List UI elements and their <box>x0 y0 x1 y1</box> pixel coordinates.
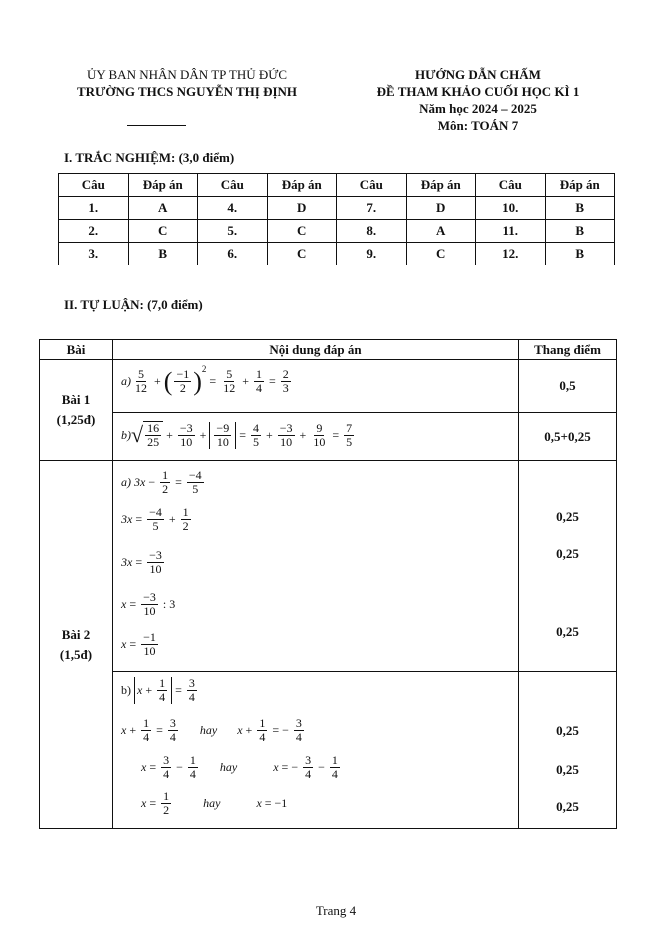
table-row <box>59 220 615 243</box>
score-value: 0,25 <box>556 624 579 639</box>
score-value: 0,25 <box>556 799 579 814</box>
fraction: $\frac{7}{5}$ <box>346 420 353 449</box>
header-divider <box>127 125 186 126</box>
bai1b-content <box>113 413 519 461</box>
section2-title: II. TỰ LUẬN: (7,0 điểm) <box>64 297 203 312</box>
bai2b-content <box>113 672 519 829</box>
fraction: $\frac{-1}{2}$ <box>176 367 190 395</box>
bai2-row-a <box>40 461 617 672</box>
col-q: Câu <box>198 174 268 197</box>
score-value: 0,25 <box>556 509 579 524</box>
doc-subtitle: ĐỀ THAM KHẢO CUỐI HỌC KÌ 1 <box>376 84 580 99</box>
bai1-row-a <box>40 360 617 413</box>
part-label: b) <box>121 427 131 442</box>
question-number: 9. <box>337 243 407 266</box>
answer-table <box>58 173 615 265</box>
bai2a-content <box>113 461 519 672</box>
fraction: $\frac{-3}{10}$ <box>179 420 193 449</box>
col-content: Nội dung đáp án <box>113 340 519 360</box>
bai1-label <box>40 360 113 461</box>
bai2b-line3: x = $\frac{3}{4}$ − $\frac{1}{4}$ hay x = − $\frac{3}{4}$ − $\frac{1}{4}$ <box>141 753 338 781</box>
score-value: 0,25 <box>556 546 579 561</box>
or-word: hay <box>199 723 218 737</box>
doc-title: HƯỚNG DẪN CHẤM <box>415 67 541 82</box>
question-number: 7. <box>337 197 407 220</box>
bai2a-line5: x = $\frac{-1}{10}$ <box>121 630 156 658</box>
essay-table <box>39 339 617 829</box>
bai2-name: Bài 2 <box>61 626 91 642</box>
bai2a-line1: a) 3x − $\frac{1}{2}$ = $\frac{-4}{5}$ <box>121 468 202 496</box>
answer-header-row <box>59 174 615 197</box>
bai2a-scores <box>519 461 617 672</box>
answer-letter: C <box>267 243 337 266</box>
subject: Môn: TOÁN 7 <box>437 118 519 133</box>
question-number: 10. <box>476 197 546 220</box>
bai1-row-b <box>40 413 617 461</box>
fraction: $\frac{9}{10}$ <box>313 420 326 449</box>
answer-letter: D <box>406 197 476 220</box>
bai2b-scores <box>519 672 617 829</box>
bai2-row-b <box>40 672 617 829</box>
col-a: Đáp án <box>267 174 337 197</box>
school-name: TRƯỜNG THCS NGUYỄN THỊ ĐỊNH <box>76 84 298 99</box>
answer-letter: C <box>267 220 337 243</box>
essay-header-row <box>40 340 617 360</box>
col-q: Câu <box>476 174 546 197</box>
fraction: $\frac{2}{3}$ <box>282 367 289 395</box>
page-number: Trang 4 <box>315 903 357 918</box>
bai1b-equation: b) √ $\frac{16}{25}$ + $\frac{-3}{10}$ + $\frac{-9}{10}$ = $\frac{4}{5}$ + $\frac{-3}{10}$ + $\frac{9}{10}$ = $\frac{7}{5}$ <box>121 420 353 449</box>
absolute-value: x + $\frac{1}{4}$ <box>134 677 172 704</box>
fraction: $\frac{5}{12}$ <box>135 367 147 395</box>
answer-letter: C <box>128 220 198 243</box>
or-word: hay <box>203 796 221 810</box>
col-a: Đáp án <box>406 174 476 197</box>
bai1a-equation: a) $\frac{5}{12}$ + ( $\frac{-1}{2}$ ) 2 = $\frac{5}{12}$ + $\frac{1}{4}$ = $\frac{2}{3}$ <box>121 364 289 396</box>
bai2b-line1: b) x + $\frac{1}{4}$ = $\frac{3}{4}$ <box>121 676 195 704</box>
answer-letter: C <box>406 243 476 266</box>
col-bai: Bài <box>40 340 113 360</box>
header-left <box>60 66 314 100</box>
answer-letter: D <box>267 197 337 220</box>
answer-letter: B <box>545 243 615 266</box>
question-number: 1. <box>59 197 129 220</box>
question-number: 8. <box>337 220 407 243</box>
question-number: 6. <box>198 243 268 266</box>
question-number: 12. <box>476 243 546 266</box>
fraction: $\frac{1}{4}$ <box>255 367 262 395</box>
sqrt: √ $\frac{16}{25}$ <box>131 421 163 449</box>
committee-name: ỦY BAN NHÂN DÂN TP THỦ ĐỨC <box>86 67 288 82</box>
table-row <box>59 197 615 220</box>
bai1-points: (1,25đ) <box>56 412 96 427</box>
bai2-label <box>40 461 113 829</box>
bai1b-score: 0,5+0,25 <box>519 413 617 461</box>
bai2b-line4: x = $\frac{1}{2}$ hay x = −1 <box>141 789 288 817</box>
school-year: Năm học 2024 – 2025 <box>419 101 537 116</box>
absolute-value: $\frac{-9}{10}$ <box>209 422 236 449</box>
bai1a-score: 0,5 <box>519 360 617 413</box>
question-number: 4. <box>198 197 268 220</box>
fraction: $\frac{-3}{10}$ <box>279 420 293 449</box>
question-number: 5. <box>198 220 268 243</box>
bai2a-line3: 3x = $\frac{-3}{10}$ <box>121 548 162 576</box>
question-number: 11. <box>476 220 546 243</box>
part-label: a) <box>121 475 131 489</box>
col-a: Đáp án <box>545 174 615 197</box>
bai1a-content <box>113 360 519 413</box>
question-number: 2. <box>59 220 129 243</box>
header-right <box>350 66 606 134</box>
table-row <box>59 243 615 266</box>
answer-letter: A <box>406 220 476 243</box>
bai1-name: Bài 1 <box>61 392 91 407</box>
answer-letter: B <box>128 243 198 266</box>
bai2-points: (1,5đ) <box>59 646 93 662</box>
score-value: 0,25 <box>556 762 579 777</box>
answer-letter: B <box>545 220 615 243</box>
fraction: $\frac{5}{12}$ <box>223 367 236 395</box>
fraction: $\frac{4}{5}$ <box>252 420 259 449</box>
answer-letter: A <box>128 197 198 220</box>
col-a: Đáp án <box>128 174 198 197</box>
col-q: Câu <box>59 174 129 197</box>
bai2b-line2: x + $\frac{1}{4}$ = $\frac{3}{4}$ hay x + $\frac{1}{4}$ = − $\frac{3}{4}$ <box>121 716 302 744</box>
answer-letter: B <box>545 197 615 220</box>
col-score: Thang điểm <box>519 340 617 360</box>
or-word: hay <box>219 760 238 774</box>
part-label: b) <box>121 683 131 697</box>
bai2a-line2: 3x = $\frac{-4}{5}$ + $\frac{1}{2}$ <box>121 505 189 533</box>
section1-title: I. TRẮC NGHIỆM: (3,0 điểm) <box>64 150 235 165</box>
question-number: 3. <box>59 243 129 266</box>
score-value: 0,25 <box>556 723 579 738</box>
part-label: a) <box>121 374 131 388</box>
bai2a-line4: x = $\frac{-3}{10}$ : 3 <box>121 590 176 618</box>
col-q: Câu <box>337 174 407 197</box>
